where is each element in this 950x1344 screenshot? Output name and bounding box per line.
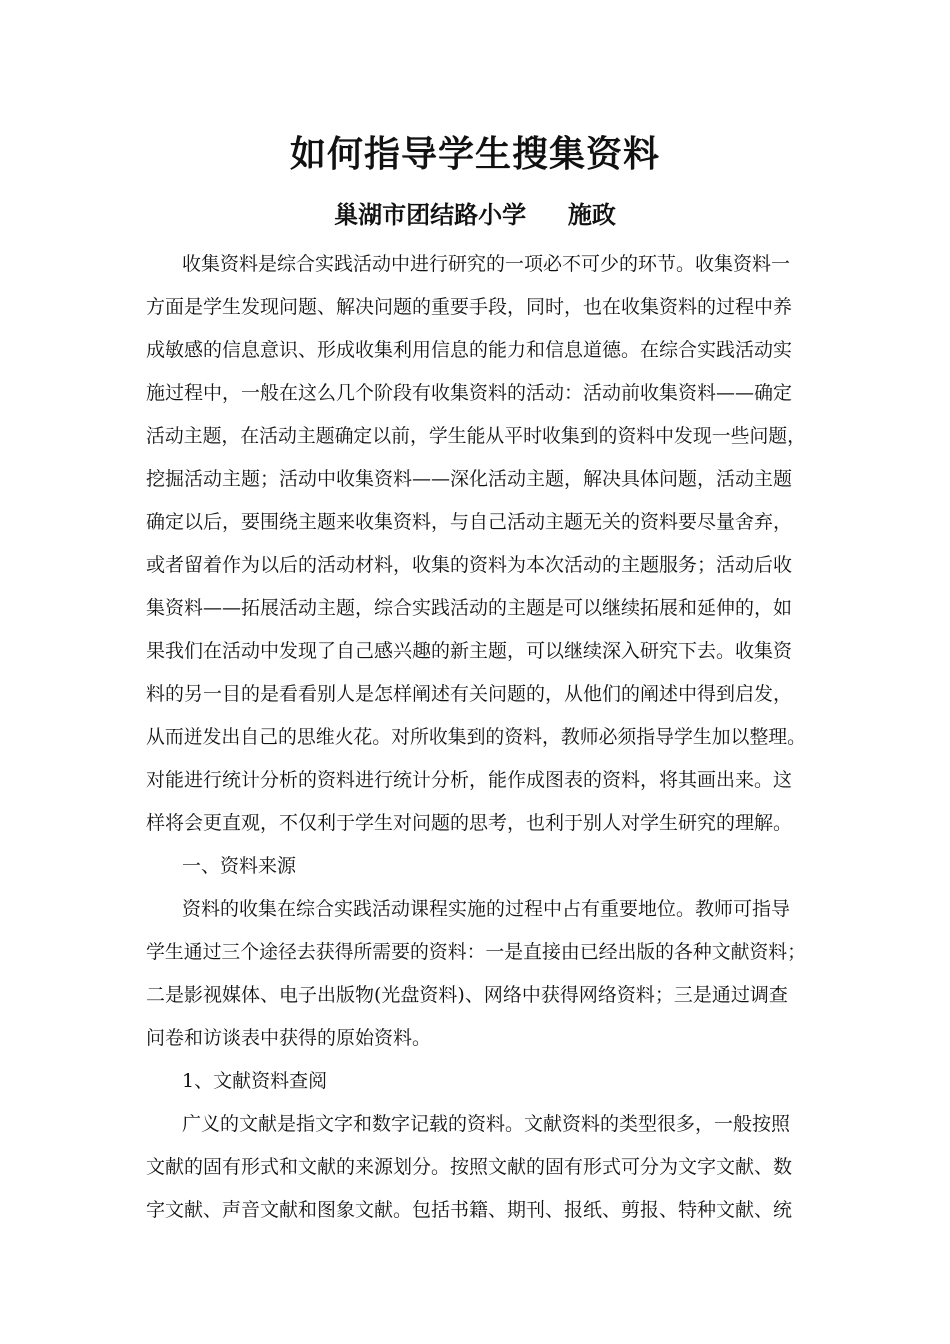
body-line: 问卷和访谈表中获得的原始资料。 [146, 1027, 432, 1049]
body-line: 从而迸发出自己的思维火花。对所收集到的资料，教师必须指导学生加以整理。 [146, 726, 807, 748]
body-line: 收集资料是综合实践活动中进行研究的一项必不可少的环节。收集资料一 [182, 253, 791, 275]
body-line: 施过程中，一般在这么几个阶段有收集资料的活动：活动前收集资料——确定 [146, 382, 793, 404]
body-line: 广义的文献是指文字和数字记载的资料。文献资料的类型很多，一般按照 [182, 1113, 791, 1135]
body-line: 对能进行统计分析的资料进行统计分析，能作成图表的资料，将其画出来。这 [146, 769, 793, 791]
body-line: 果我们在活动中发现了自己感兴趣的新主题，可以继续深入研究下去。收集资 [146, 640, 793, 662]
subsection-heading: 1、文献资料查阅 [182, 1070, 328, 1092]
body-line: 二是影视媒体、电子出版物(光盘资料)、网络中获得网络资料；三是通过调查 [146, 984, 788, 1006]
body-line: 文献的固有形式和文献的来源划分。按照文献的固有形式可分为文字文献、数 [146, 1156, 793, 1178]
body-line: 活动主题，在活动主题确定以前，学生能从平时收集到的资料中发现一些问题， [146, 425, 807, 447]
document-subtitle: 巢湖市团结路小学 施政 [334, 200, 616, 229]
body-line: 资料的收集在综合实践活动课程实施的过程中占有重要地位。教师可指导 [182, 898, 791, 920]
document-title: 如何指导学生搜集资料 [289, 133, 660, 175]
section-heading: 一、资料来源 [182, 855, 297, 877]
body-line: 确定以后，要围绕主题来收集资料，与自己活动主题无关的资料要尽量舍弃， [146, 511, 793, 533]
body-line: 成敏感的信息意识、形成收集利用信息的能力和信息道德。在综合实践活动实 [146, 339, 793, 361]
body-line: 挖掘活动主题；活动中收集资料——深化活动主题，解决具体问题，活动主题 [146, 468, 793, 490]
body-line: 方面是学生发现问题、解决问题的重要手段，同时，也在收集资料的过程中养 [146, 296, 793, 318]
body-line: 样将会更直观，不仅利于学生对问题的思考，也利于别人对学生研究的理解。 [146, 812, 793, 834]
body-line: 集资料——拓展活动主题，综合实践活动的主题是可以继续拓展和延伸的，如 [146, 597, 793, 619]
body-line: 学生通过三个途径去获得所需要的资料：一是直接由已经出版的各种文献资料； [146, 941, 807, 963]
body-line: 料的另一目的是看看别人是怎样阐述有关问题的，从他们的阐述中得到启发， [146, 683, 793, 705]
body-line: 或者留着作为以后的活动材料，收集的资料为本次活动的主题服务；活动后收 [146, 554, 793, 576]
body-line: 字文献、声音文献和图象文献。包括书籍、期刊、报纸、剪报、特种文献、统 [146, 1199, 793, 1221]
